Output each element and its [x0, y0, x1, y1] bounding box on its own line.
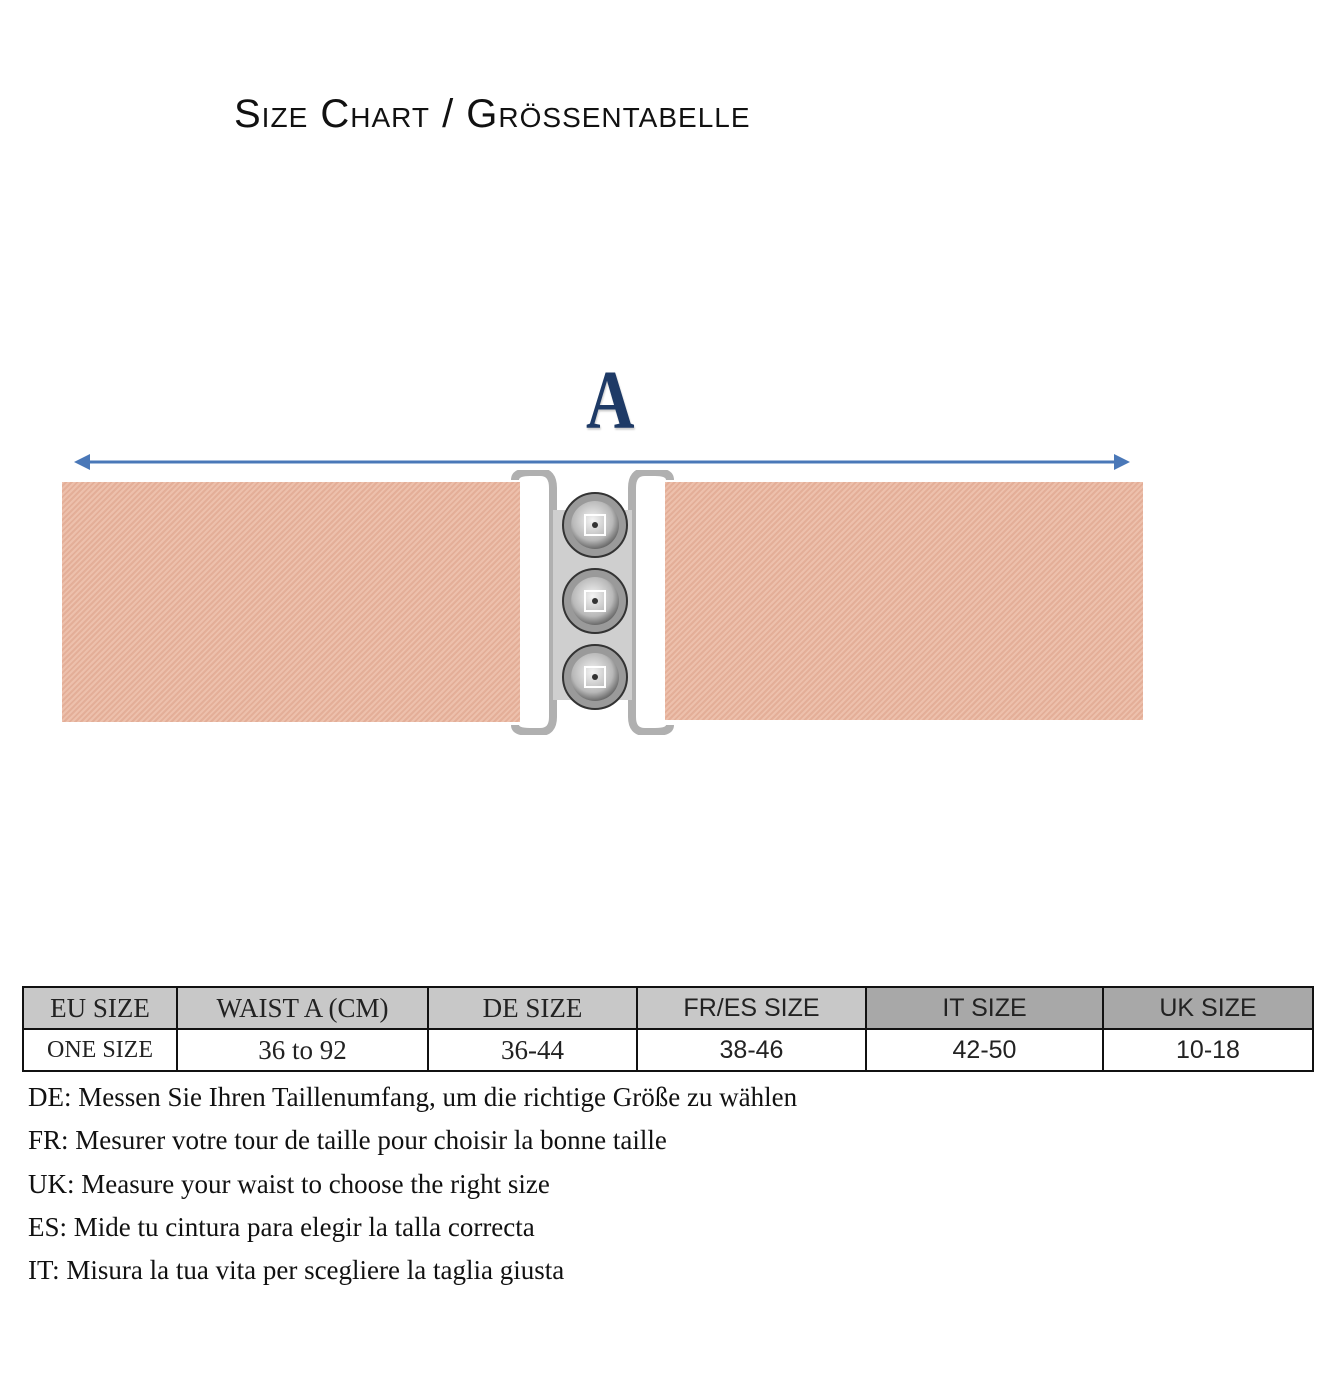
cell-uk-size: 10-18: [1103, 1029, 1313, 1071]
header-waist: WAIST A (CM): [177, 987, 428, 1029]
page-title: Size Chart / Grössentabelle: [234, 92, 751, 136]
cell-eu-size: ONE SIZE: [23, 1029, 177, 1071]
cell-waist: 36 to 92: [177, 1029, 428, 1071]
header-fr-es-size: FR/ES SIZE: [637, 987, 866, 1029]
note-uk: UK: Measure your waist to choose the right size: [28, 1168, 550, 1199]
belt-strap-left: [62, 482, 520, 722]
header-uk-size: UK SIZE: [1103, 987, 1313, 1029]
table-row: [23, 1029, 1313, 1071]
cell-it-size: 42-50: [866, 1029, 1103, 1071]
note-es: ES: Mide tu cintura para elegir la talla correcta: [28, 1211, 535, 1242]
note-de: DE: Messen Sie Ihren Taillenumfang, um die richtige Größe zu wählen: [28, 1082, 798, 1112]
header-eu-size: EU SIZE: [23, 987, 177, 1029]
double-arrow-icon: [74, 452, 1130, 472]
measurement-notes: [28, 1078, 797, 1294]
cell-fr-es-size: 38-46: [637, 1029, 866, 1071]
size-table: [22, 986, 1314, 1072]
cell-de-size: 36-44: [428, 1029, 637, 1071]
note-it: IT: Misura la tua vita per scegliere la taglia giusta: [28, 1255, 565, 1286]
header-it-size: IT SIZE: [866, 987, 1103, 1029]
dimension-label: A: [586, 354, 635, 447]
belt-strap-right: [665, 482, 1143, 720]
header-de-size: DE SIZE: [428, 987, 637, 1029]
buckle-icon: [495, 470, 690, 735]
table-header-row: [23, 987, 1313, 1029]
note-fr: FR: Mesurer votre tour de taille pour choisir la bonne taille: [28, 1125, 667, 1156]
